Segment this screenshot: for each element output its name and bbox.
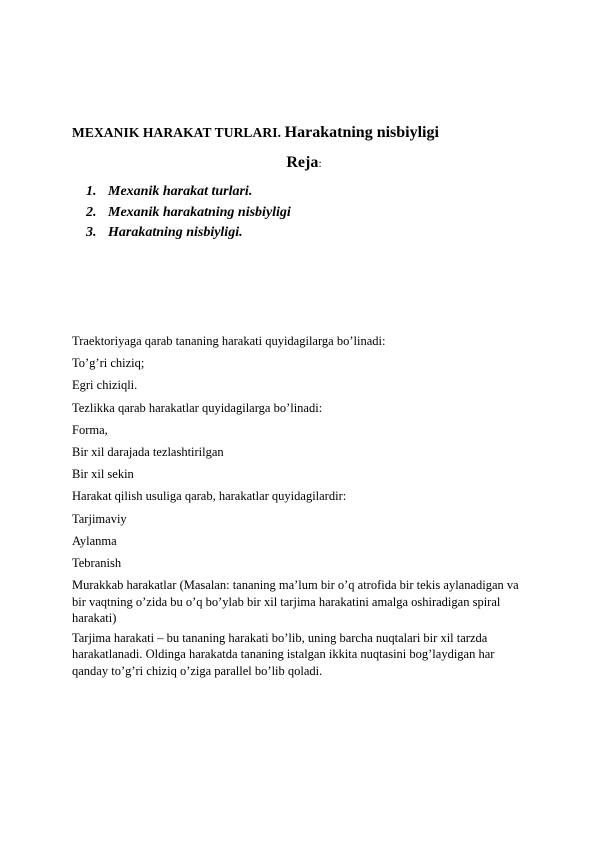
plan-heading (0, 154, 596, 172)
body-line: Traektoriyaga qarab tananing harakati quyidagilarga bo’linadi: (72, 334, 386, 348)
body-line: Bir xil sekin (72, 467, 134, 482)
title-caps: MEXANIK HARAKAT TURLARI. (72, 125, 282, 140)
plan-item-text: Mexanik harakatning nisbiyligi (108, 204, 291, 220)
plan-item (86, 203, 291, 224)
plan-heading-word: Reja (286, 154, 319, 171)
body-paragraph: Tarjima harakati – bu tananing harakati bo’lib, uning barcha nuqtalari bir xil tarzda harakatlanadi. Oldinga harakatda tananing istalgan ikkita nuqtasini bog’laydigan har qanday to’g’ri chiziq o’ziga parallel bo’lib qoladi. (72, 630, 495, 678)
body-line: Aylanma (72, 533, 117, 548)
body-paragraph: Murakkab harakatlar (Masalan: tananing ma’lum bir o’q atrofida bir tekis aylanadigan va bir vaqtning o’zida bu o’q bo’ylab bir xil tarjima harakatini amalga oshiradigan spiral harakati) (72, 578, 519, 626)
title-rest: Harakatning nisbiyligi (284, 124, 439, 141)
plan-item-number: 1. (86, 184, 97, 199)
plan-item-text: Harakatning nisbiyligi. (108, 225, 243, 240)
body-line: Tarjimaviy (72, 511, 127, 526)
body-line: Egri chiziqli. (72, 378, 138, 393)
plan-item (86, 182, 291, 203)
body-text (72, 330, 524, 682)
body-line: Tebranish (72, 555, 122, 570)
plan-item-number: 3. (86, 225, 97, 240)
document-title (72, 124, 439, 142)
plan-heading-colon: : (318, 156, 322, 170)
body-line: Tezlikka qarab harakatlar quyidagilarga bo’linadi: (72, 400, 323, 415)
plan-item (86, 223, 291, 244)
body-line: Bir xil darajada tezlashtirilgan (72, 444, 224, 459)
body-line: Harakat qilish usuliga qarab, harakatlar quyidagilardir: (72, 489, 347, 504)
body-line: Forma, (72, 422, 108, 437)
plan-list (86, 182, 291, 244)
plan-item-text: Mexanik harakat turlari. (108, 184, 253, 199)
body-line: To’g’ri chiziq; (72, 356, 145, 371)
plan-item-number: 2. (86, 204, 97, 220)
